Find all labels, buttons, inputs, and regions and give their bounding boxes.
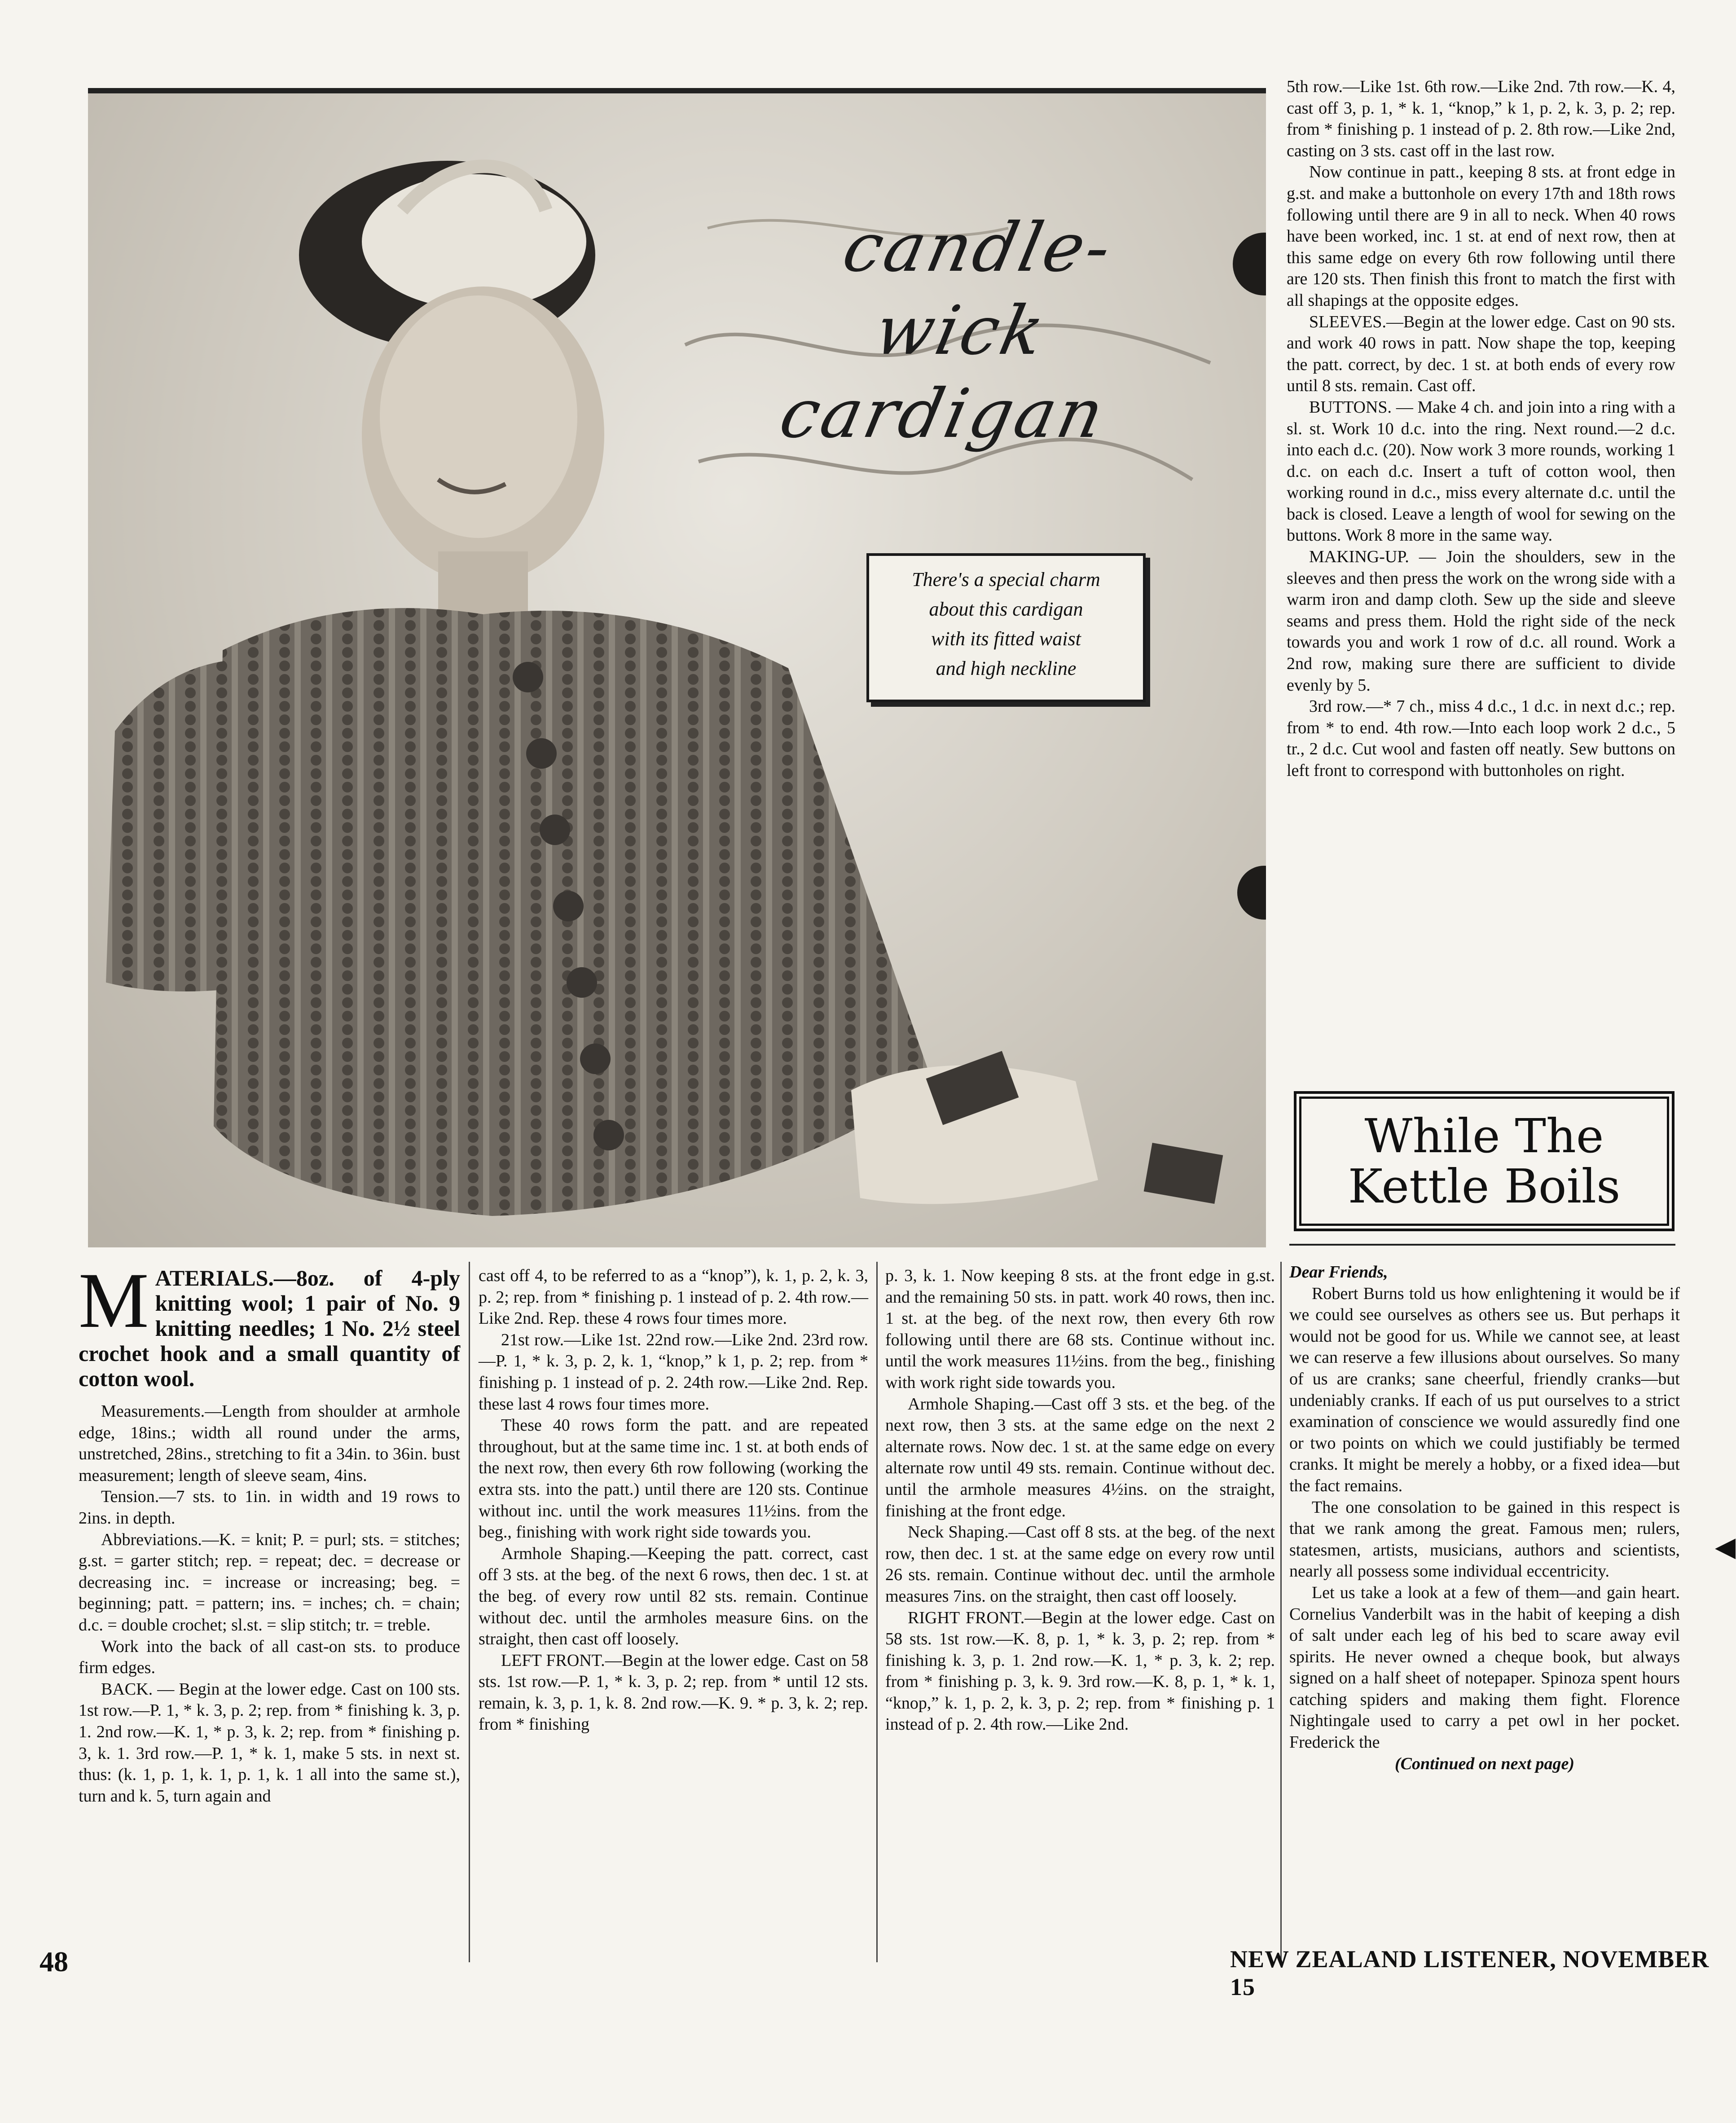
horizontal-rule	[1289, 1244, 1675, 1246]
intro-text: ATERIALS.—8oz. of 4-ply knitting wool; 1 pair of No. 9 knitting needles; 1 No. 2½ steel crochet hook and a small quantity of cotton wool.	[79, 1265, 460, 1391]
paragraph: Abbreviations.—K. = knit; P. = purl; sts. = stitches; g.st. = garter stitch; rep. = repeat; dec. = decrease or decreasing inc. = increase or increasing; beg. = beginning; patt. = pattern; ins. = inches; ch. = chain; d.c. = double crochet; sl.st. = slip stitch; tr. = treble.	[79, 1530, 460, 1634]
section-heading-line-2: Kettle Boils	[1348, 1159, 1621, 1214]
paragraph: 21st row.—Like 1st. 22nd row.—Like 2nd. 23rd row.—P. 1, * k. 3, p. 2, k. 1, “knop,” k 1, p. 2; rep. from * finishing p. 1 instead of p. 2. 24th row.—Like 2nd. Rep. these last 4 rows four times more.	[479, 1330, 868, 1414]
paragraph: These 40 rows form the patt. and are repeated throughout, but at the same time inc. 1 st. at both ends of the next row, then every 6th row following (working the extra sts. into the patt.) until there are 120 sts. Continue without inc. until the work measures 11½ins. from the beg., finishing with work right side towards you.	[479, 1416, 868, 1542]
salutation: Dear Friends,	[1289, 1263, 1388, 1282]
paragraph: Armhole Shaping.—Cast off 3 sts. et the beg. of the next row, then 3 sts. at the same edge on the next 2 alternate rows. Now dec. 1 st. at the same edge on every alternate row until 49 sts. remain. Continue without dec. until the armhole measures 4½ins. on the straight, finishing at the front edge.	[885, 1394, 1275, 1520]
caption-line-3: with its fitted waist	[931, 628, 1081, 650]
paragraph: 3rd row.—* 7 ch., miss 4 d.c., 1 d.c. in next d.c.; rep. from * to end. 4th row.—Into each loop work 2 d.c., 5 tr., 2 d.c. Cut wool and fasten off neatly. Sew buttons on left front to correspond with buttonholes on right.	[1287, 697, 1675, 780]
caption-line-1: There's a special charm	[912, 568, 1100, 590]
column-divider	[1280, 1262, 1282, 1962]
paragraph: LEFT FRONT.—Begin at the lower edge. Cast on 58 sts. 1st row.—P. 1, * k. 3, p. 2; rep. from * until 12 sts. remain, k. 3, p. 1, k. 8. 2nd row.—K. 9. * p. 3, k. 2; rep. from * finishing	[479, 1651, 868, 1734]
column-divider	[469, 1262, 470, 1962]
drop-cap: M	[79, 1257, 149, 1344]
page-number: 48	[40, 1946, 68, 1978]
continued-note: (Continued on next page)	[1394, 1754, 1575, 1773]
paragraph: Armhole Shaping.—Keeping the patt. correct, cast off 3 sts. at the beg. of the next 6 rows, then dec. 1 st. at the beg. of every row until 82 sts. remain. Continue without dec. until the armholes measure 6ins. on the straight, then cast off loosely.	[479, 1544, 868, 1649]
photo-title-line-1: candle-wick	[836, 209, 1121, 370]
paragraph: Work into the back of all cast-on sts. to produce firm edges.	[79, 1637, 460, 1678]
paragraph: The one consolation to be gained in this respect is that we rank among the great. Famous men; rulers, statesmen, artists, musicians, authors and scientists, nearly all possess some individual eccentricity.	[1289, 1498, 1680, 1581]
publication-masthead: NEW ZEALAND LISTENER, NOVEMBER 15	[1230, 1946, 1710, 2000]
column-2	[479, 1265, 868, 1735]
right-column-instructions	[1287, 76, 1675, 782]
column-3	[885, 1265, 1275, 1735]
intro-paragraph	[79, 1257, 460, 1391]
photo-caption-box	[866, 553, 1146, 702]
photo-title	[732, 207, 1189, 456]
paragraph: 5th row.—Like 1st. 6th row.—Like 2nd. 7th row.—K. 4, cast off 3, p. 1, * k. 1, “knop,” k 1, p. 2, k. 3, p. 2; rep. from * finishing p. 1 instead of p. 2. 8th row.—Like 2nd, casting on 3 sts. cast off in the last row.	[1287, 77, 1675, 160]
column-divider	[876, 1262, 878, 1962]
paragraph: BUTTONS. — Make 4 ch. and join into a ring with a sl. st. Work 10 d.c. into the ring. Next round.—2 d.c. into each d.c. (20). Now work 3 more rounds, working 1 d.c. on each d.c. Insert a tuft of cotton wool, then working round in d.c., miss every alternate d.c. until the back is closed. Leave a length of wool for sewing on the buttons. Work 8 more in the same way.	[1287, 397, 1675, 545]
paragraph: Robert Burns told us how enlightening it would be if we could see ourselves as others see us. But perhaps it would not be good for us. While we cannot see, at least we can reserve a few illusions about ourselves. So many of us are cranks; sane cheerful, friendly cranks—but undeniably cranks. If each of us put ourselves to a strict examination of conscience we would assuredly find one or two points on which we could justifiably be termed cranks. It might be merely a hobby, or a fixed idea—but the fact remains.	[1289, 1284, 1680, 1495]
caption-line-2: about this cardigan	[929, 598, 1083, 620]
section-heading-box	[1294, 1091, 1674, 1231]
paragraph: cast off 4, to be referred to as a “knop”), k. 1, p. 2, k. 3, p. 2; rep. from * finishing p. 1 instead of p. 2. 4th row.—Like 2nd. Rep. these 4 rows four times more.	[479, 1266, 868, 1328]
paragraph: Now continue in patt., keeping 8 sts. at front edge in g.st. and make a buttonhole on every 17th and 18th rows following until there are 9 in all to neck. When 40 rows have been worked, inc. 1 st. at end of next row, then at this same edge on every 6th row following until there are 120 sts. Then finish this front to match the first with all shapings at the opposite edges.	[1287, 163, 1675, 310]
paragraph: RIGHT FRONT.—Begin at the lower edge. Cast on 58 sts. 1st row.—K. 8, p. 1, * k. 3, p. 2; rep. from * finishing k. 3, p. 1. 2nd row.—K. 1, * p. 3, k. 2; rep. from * finishing p. 3, k. 9. 3rd row.—K. 8, p. 1, * k. 1, “knop,” k. 1, p. 2, k. 3, p. 2; rep. from * finishing p. 1 instead of p. 2. 4th row.—Like 2nd.	[885, 1608, 1275, 1734]
photo-title-line-2: cardigan	[773, 375, 1113, 453]
caption-line-4: and high neckline	[936, 657, 1077, 679]
paragraph: SLEEVES.—Begin at the lower edge. Cast on 90 sts. and work 40 rows in patt. Now shape the top, keeping the patt. correct, by dec. 1 st. at both ends of every row until 8 sts. remain. Cast off.	[1287, 312, 1675, 396]
paragraph: MAKING-UP. — Join the shoulders, sew in the sleeves and then press the work on the wrong side with a warm iron and damp cloth. Sew up the side and sleeve seams and press them. Hold the right side of the neck towards you and work 1 row of d.c. all round. Work a 2nd row, making sure there are sufficient to divide evenly by 5.	[1287, 547, 1675, 695]
section-heading-line-1: While The	[1364, 1109, 1604, 1163]
paragraph: p. 3, k. 1. Now keeping 8 sts. at the front edge in g.st. and the remaining 50 sts. in patt. work 40 rows, then inc. 1 st. at the beg. of the next row, then every 6th row following until there are 68 sts. Continue without inc. until the work measures 11½ins. from the beg., finishing with work right side towards you.	[885, 1266, 1275, 1392]
margin-arrow-icon: ◀	[1715, 1532, 1736, 1562]
column-1	[79, 1257, 460, 1807]
paragraph: Tension.—7 sts. to 1in. in width and 19 rows to 2ins. in depth.	[79, 1487, 460, 1528]
paragraph: Measurements.—Length from shoulder at armhole edge, 18ins.; width all round under the arms, unstretched, 28ins., stretching to fit a 34in. to 36in. bust measurement; length of sleeve seam, 4ins.	[79, 1402, 460, 1485]
paragraph: BACK. — Begin at the lower edge. Cast on 100 sts. 1st row.—P. 1, * k. 3, p. 2; rep. from * finishing k. 3, p. 1. 2nd row.—K. 1, * p. 3, k. 2; rep. from * finishing p. 3, k. 1. 3rd row.—P. 1, * k. 1, make 5 sts. in next st. thus: (k. 1, p. 1, k. 1, p. 1, k. 1 all into the same st.), turn and k. 5, turn again and	[79, 1679, 460, 1806]
paragraph: Let us take a look at a few of them—and gain heart. Cornelius Vanderbilt was in the habit of keeping a dish of salt under each leg of his bed to scare away evil spirits. He never owned a cheque book, but always signed on a half sheet of notepaper. Spinoza spent hours catching spiders and making them fight. Florence Nightingale used to carry a pet owl in her pocket. Frederick the	[1289, 1583, 1680, 1752]
paragraph: Neck Shaping.—Cast off 8 sts. at the beg. of the next row, then dec. 1 st. at the same edge on every row until 26 sts. remain. Continue without dec. until the armhole measures 7ins. on the straight, then cast off loosely.	[885, 1523, 1275, 1606]
column-4-letter	[1289, 1262, 1680, 1775]
